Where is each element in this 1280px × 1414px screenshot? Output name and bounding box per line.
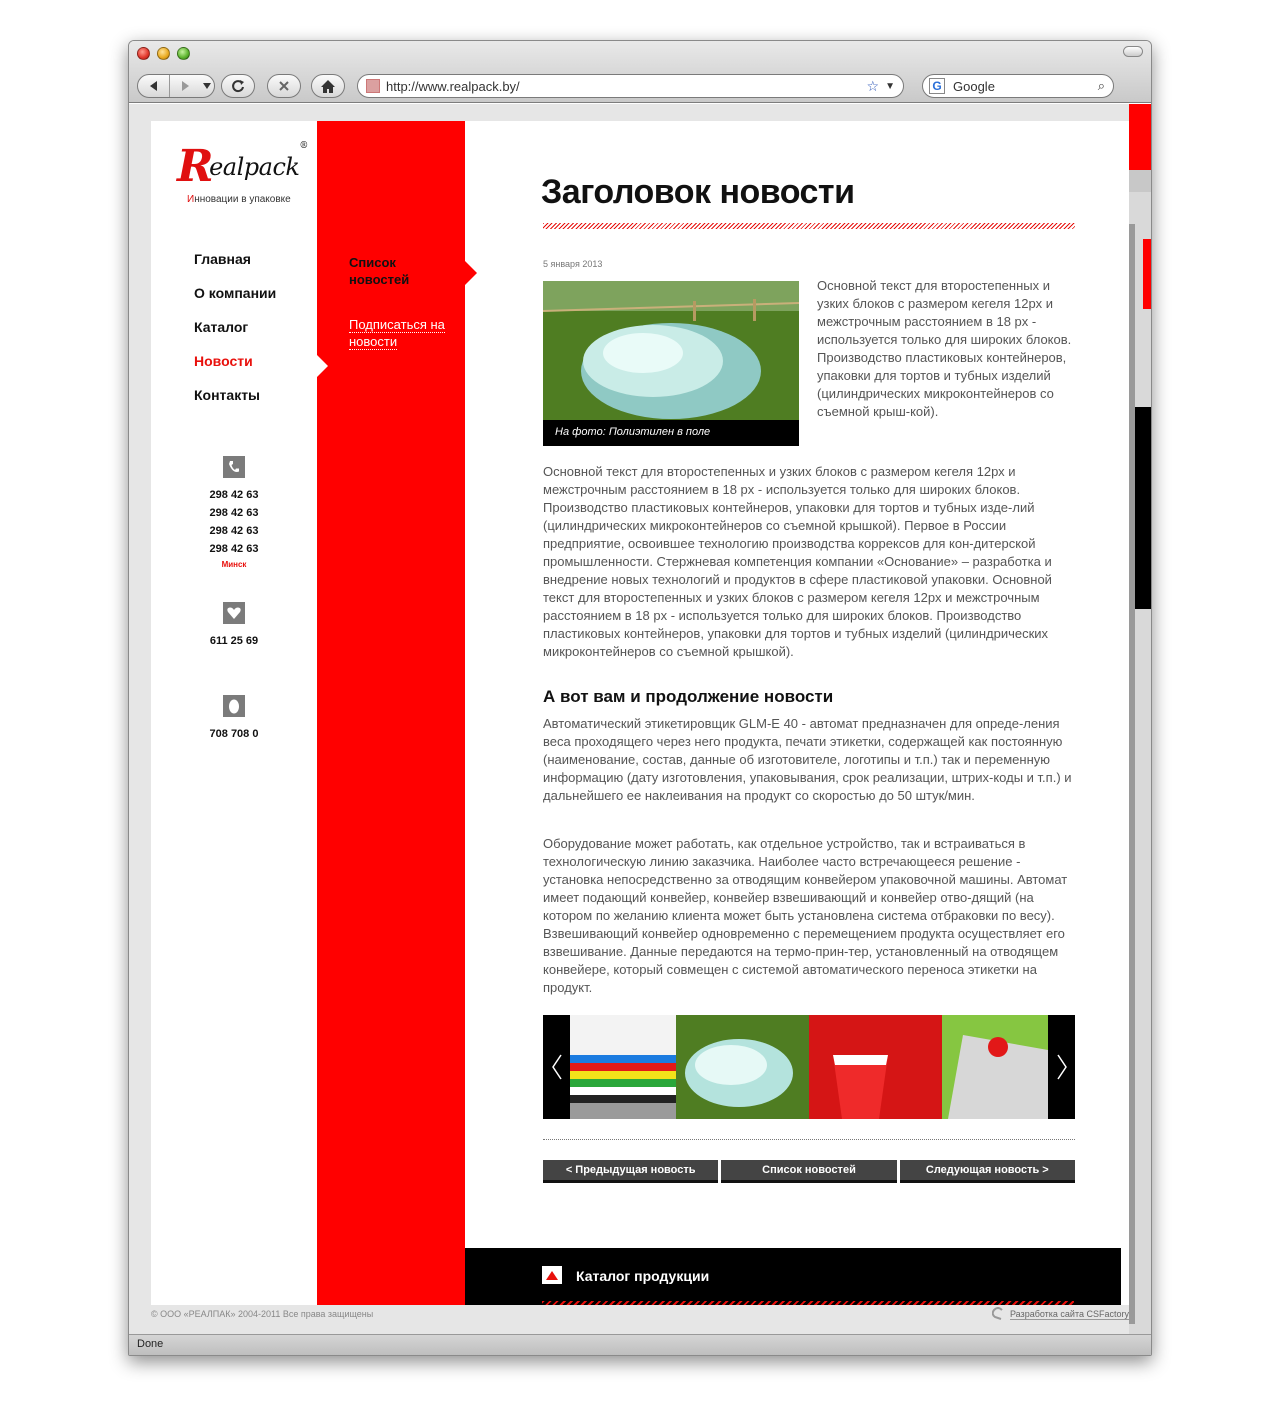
search-icon[interactable]: ⌕ [1097,78,1105,93]
history-dropdown-button[interactable] [200,75,214,97]
developer-credit[interactable]: Разработка сайта CSFactory [992,1307,1129,1321]
address-url[interactable]: http://www.realpack.by/ [386,78,520,94]
velcom-contact-block [151,602,317,650]
forward-button[interactable] [170,75,200,97]
prev-news-button[interactable]: < Предыдущая новость [543,1160,718,1183]
subnav-subscribe-link[interactable]: Подписаться на новости [349,317,445,349]
phone-contact-block [151,456,317,569]
nav-item-contacts[interactable]: Контакты [194,387,261,403]
gallery-prev-button[interactable] [543,1015,570,1119]
address-bar[interactable] [357,74,904,98]
forward-arrow-icon [179,80,191,92]
nav-item-catalog[interactable]: Каталог [194,319,249,335]
subnav-column [317,121,465,1305]
zoom-window-button[interactable] [177,47,190,60]
news-pager [543,1160,1075,1183]
reload-icon [231,79,245,93]
title-underline [543,223,1075,229]
logo-tagline: Инновации в упаковке [187,194,291,205]
article-date: 5 января 2013 [543,259,603,269]
reload-button[interactable] [221,74,255,98]
home-button[interactable] [311,74,345,98]
life-contact-block [151,695,317,743]
phone-icon [223,456,245,478]
nav-item-news[interactable]: Новости [194,353,253,369]
triangle-up-icon [546,1271,558,1280]
next-news-button[interactable]: Следующая новость > [900,1160,1075,1183]
gallery-next-button[interactable] [1048,1015,1075,1119]
page-viewport [129,104,1151,1334]
minimize-window-button[interactable] [157,47,170,60]
article-title: Заголовок новости [541,173,855,211]
stop-button[interactable] [267,74,301,98]
back-button[interactable] [139,75,169,97]
back-arrow-icon [148,80,160,92]
chevron-down-icon [203,83,211,89]
egg-icon [223,695,245,717]
footer-catalog-band [465,1248,1121,1305]
active-nav-pointer [316,354,328,378]
subnav-news-list[interactable]: Список новостей [349,255,410,287]
news-list-button[interactable]: Список новостей [721,1160,896,1183]
article-paragraph-3: Оборудование может работать, как отдельное устройство, так и встраиваться в технологическую линию заказчика. Наиболее часто встречающееся решение - установка непосредственно за отводящим конвейером упаковочной машины. Автомат имеет подающий конвейер, конвейер взвешивающий и конвейер отво-дящий (на котором по желанию клиента может быть установлена система отбраковки по весу). Взвешивающий конвейер одновременно с перемещением продукта осуществляет его взвешивание. Данные передаются на термо-прин-тер, установленный на отводящем конвейере, который совмещен с системой автоматического переноса этикетки на продукт. [543,836,1068,995]
web-page [151,121,1129,1305]
search-input[interactable] [922,74,1114,98]
phone-number: 298 42 63 [209,525,259,537]
bookmark-star-icon[interactable]: ☆ [866,78,880,94]
nav-item-home[interactable]: Главная [194,251,251,267]
browser-window [128,40,1152,1356]
phone-number: 298 42 63 [209,489,259,501]
heart-icon [223,602,245,624]
toolbar-toggle-button[interactable] [1123,46,1143,57]
url-dropdown-icon[interactable]: ▼ [885,81,895,92]
article-body-text: Основной текст для второстепенных и узких блоков с размером кегеля 12рх и межстрочным расстоянием в 18 px - используется только для широких блоков. Производство пластиковых контейнеров, упаковки для тортов и тубных изде-лий (цилиндрических микроконтейнеров со съемной крышкой). Первое в России предприятие, освоившее технологию производства коррексов для кон-дитерской промышленности. Стержневая компетенция компании «Основание» – разработка и внедрение новых технологий и продуктов в сфере пластиковой упаковки. Основной текст для второстепенных и узких блоков с размером кегеля 12рх и межстрочным расстоянием в 18 px - используется только для широких блоков. Производство пластиковых контейнеров, упаковки для тортов и тубных изделий (цилиндрических микроконтейнеров со съемной крышкой). [543,464,1052,659]
catalog-toggle-button[interactable] [542,1266,562,1284]
phone-number: 298 42 63 [209,507,259,519]
article-paragraph-2: Автоматический этикетировщик GLM-E 40 - автомат предназначен для опреде-ления веса проходящего через него продукта, печати этикетки, содержащей как постоянную (наименование, состав, данные об изготовителе, логотипы и т.п.) так и переменную информацию (дату изготовления, упаковывания, срок реализации, штрих-коды и т.п.) и дальнейшего ее наклеивания на продукт со скоростью до 50 штук/мин. [543,716,1072,803]
site-favicon-icon [366,79,380,93]
footer-hatch [542,1301,1074,1305]
mobile-number: 611 25 69 [209,635,259,647]
article-subtitle: А вот вам и продолжение новости [543,687,834,706]
nav-item-about[interactable]: О компании [194,285,277,301]
search-placeholder: Google [953,78,995,94]
phone-number: 298 42 63 [209,543,259,555]
browser-toolbar [129,41,1151,103]
separator [543,1139,1075,1140]
page-scroll-decor [1129,104,1151,1334]
left-column [151,121,317,1305]
chevron-right-icon [1057,1054,1067,1080]
chevron-left-icon [552,1054,562,1080]
close-window-button[interactable] [137,47,150,60]
subnav-pointer [465,261,477,285]
photo-caption: На фото: Полиэтилен в поле [543,420,799,446]
article-side-text: Основной текст для второстепенных и узких блоков с размером кегеля 12рх и межстрочным расстоянием в 18 px - используется только для широких блоков. Производство пластиковых контейнеров, упаковки для тортов и тубных изделий (цилиндрических микроконтейнеров со съемной крыш-кой). [817,278,1072,419]
stop-icon [279,81,289,91]
copyright: © ООО «РЕАЛПАК» 2004-2011 Все права защищены [151,1309,374,1319]
home-icon [321,80,335,93]
other-number: 708 708 0 [209,728,259,740]
csfactory-logo-icon [992,1307,1004,1321]
realpack-logo[interactable]: Realpack® Инновации в упаковке [177,141,308,205]
history-nav-group [137,74,215,98]
status-bar [129,1334,1151,1356]
google-engine-icon[interactable]: G [929,78,945,94]
photo-gallery [543,1015,1075,1119]
gallery-thumbnails [543,1015,1075,1119]
status-text: Done [137,1338,164,1350]
footer-catalog-title[interactable]: Каталог продукции [576,1268,710,1284]
main-nav [194,251,276,421]
article-photo [543,281,799,446]
phone-city: Минск [221,560,247,569]
